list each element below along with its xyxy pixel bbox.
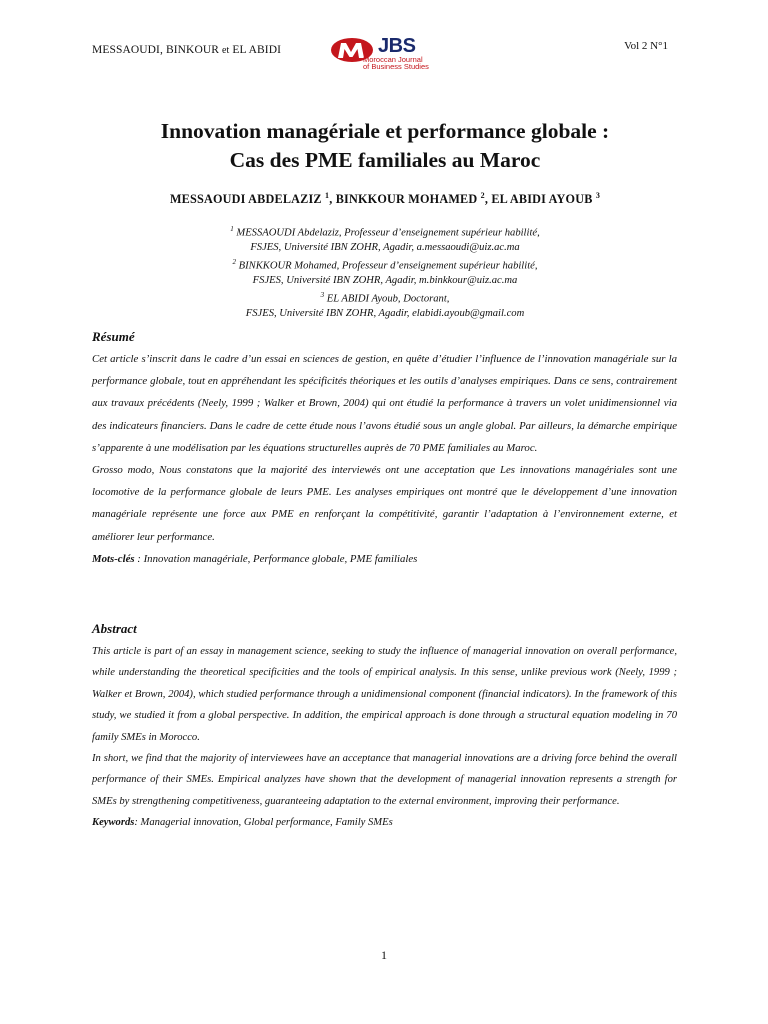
author-name: MESSAOUDI ABDELAZIZ [169, 192, 322, 207]
running-header-volume: Vol 2 N°1 [624, 40, 668, 52]
affiliation-line: FSJES, Université IBN ZOHR, Agadir, a.messaoudi@uiz.ac.ma [250, 241, 520, 253]
journal-logo [330, 36, 460, 72]
affiliation-line: FSJES, Université IBN ZOHR, Agadir, m.binkkour@uiz.ac.ma [252, 274, 518, 286]
resume-heading: Résumé [92, 329, 135, 344]
abstract-keywords [92, 812, 677, 833]
affiliation-line [150, 288, 620, 307]
running-header-authors-main: MESSAOUDI, BINKOUR [92, 44, 220, 56]
affiliation-sup: 3 [320, 291, 325, 300]
abstract-keywords-label: Keywords [92, 817, 135, 829]
running-header-authors-end: EL ABIDI [232, 44, 282, 56]
abstract-paragraph-1: This article is part of an essay in management science, seeking to study the influence of managerial innovation on overall performance, while understanding the theoretical specificities and the tools of empirical analysis. In this sense, unlike previous work (Neely, 1999 ; Walker et Brown, 2004), which studied performance through a unidimensional component (financial indicators). In the framework of this study, we studied it from a global perspective. In addition, the empirical approach is done through a structural equation modeling in 70 family SMEs in Morocco. [92, 646, 677, 743]
paper-title-line1: Innovation managériale et performance globale : [160, 119, 610, 143]
resume-paragraph-1: Cet article s’inscrit dans le cadre d’un essai en sciences de gestion, en quête d’étudier l’influence de l’innovation managériale sur la performance globale, tout en appréhendant les spécificités théoriques et les outils d’analyses empiriques. Dans ce sens, contrairement aux travaux précédents (Neely, 1999 ; Walker et Brown, 2004) qui ont étudié la performance à travers un volet unidimensionnel via des indicateurs financiers. Dans le cadre de cette étude nous l’avons étudié sous un angle global. Par ailleurs, la démarche empirique s’apparente à une modélisation par les équations structurelles auprès de 70 PME familiales au Maroc. [92, 353, 677, 454]
abstract-keywords-text: : Managerial innovation, Global performance, Family SMEs [134, 817, 393, 829]
author-separator: , [329, 192, 336, 207]
journal-logo-line2: of Business Studies [363, 62, 429, 71]
author-name: BINKKOUR MOHAMED [335, 192, 478, 207]
abstract-body [92, 641, 677, 834]
affiliation-line [150, 255, 620, 274]
affiliation-text: BINKKOUR Mohamed, Professeur d’enseignement supérieur habilité, [238, 260, 538, 272]
resume-keywords [92, 548, 677, 570]
affiliation-sup: 2 [232, 258, 236, 267]
journal-logo-line1: Moroccan Journal [363, 55, 423, 64]
affiliation-sup: 1 [230, 225, 234, 233]
affiliation-text: EL ABIDI Ayoub, Doctorant, [326, 293, 450, 305]
author-separator: , [484, 192, 492, 207]
journal-logo-acronym: JBS [378, 35, 416, 57]
resume-paragraph-2: Grosso modo, Nous constatons que la majorité des interviewés ont une acceptation que Les innovations managériales sont une locomotive de la performance globale de leurs PME. Les analyses empiriques ont montré que le développement d’une innovation managériale représente une force aux PME en renforçant la compétitivité, garantir l’adaptation à l’environnement externe, et améliorer leur performance. [92, 464, 677, 543]
author-sup: 3 [595, 191, 601, 200]
author-sup: 1 [325, 191, 330, 200]
resume-keywords-label: Mots-clés [92, 552, 135, 565]
author-sup: 2 [480, 191, 485, 200]
running-header-authors-et: et [222, 45, 230, 56]
affiliation-text: MESSAOUDI Abdelaziz, Professeur d’enseignement supérieur habilité, [236, 227, 540, 239]
affiliation-line [150, 222, 620, 241]
paper-title [60, 117, 710, 175]
abstract-paragraph-2: In short, we find that the majority of interviewees have an acceptance that managerial innovations are a driving force behind the overall performance of their SMEs. Empirical analyzes have shown that the development of managerial innovation represents a strength for SMEs by strengthening competitiveness, guaranteeing adaptation to the external environment, improving their performance. [92, 753, 677, 807]
author-list [60, 191, 710, 207]
page-number: 1 [381, 948, 387, 962]
author-name: EL ABIDI AYOUB [491, 192, 593, 207]
abstract-heading: Abstract [92, 621, 137, 636]
resume-body [92, 348, 677, 570]
running-header-authors [92, 44, 281, 56]
resume-keywords-text: : Innovation managériale, Performance globale, PME familiales [134, 552, 418, 565]
affiliations [150, 222, 620, 321]
affiliation-line: FSJES, Université IBN ZOHR, Agadir, elabidi.ayoub@gmail.com [245, 308, 525, 320]
paper-title-line2: Cas des PME familiales au Maroc [229, 148, 541, 172]
